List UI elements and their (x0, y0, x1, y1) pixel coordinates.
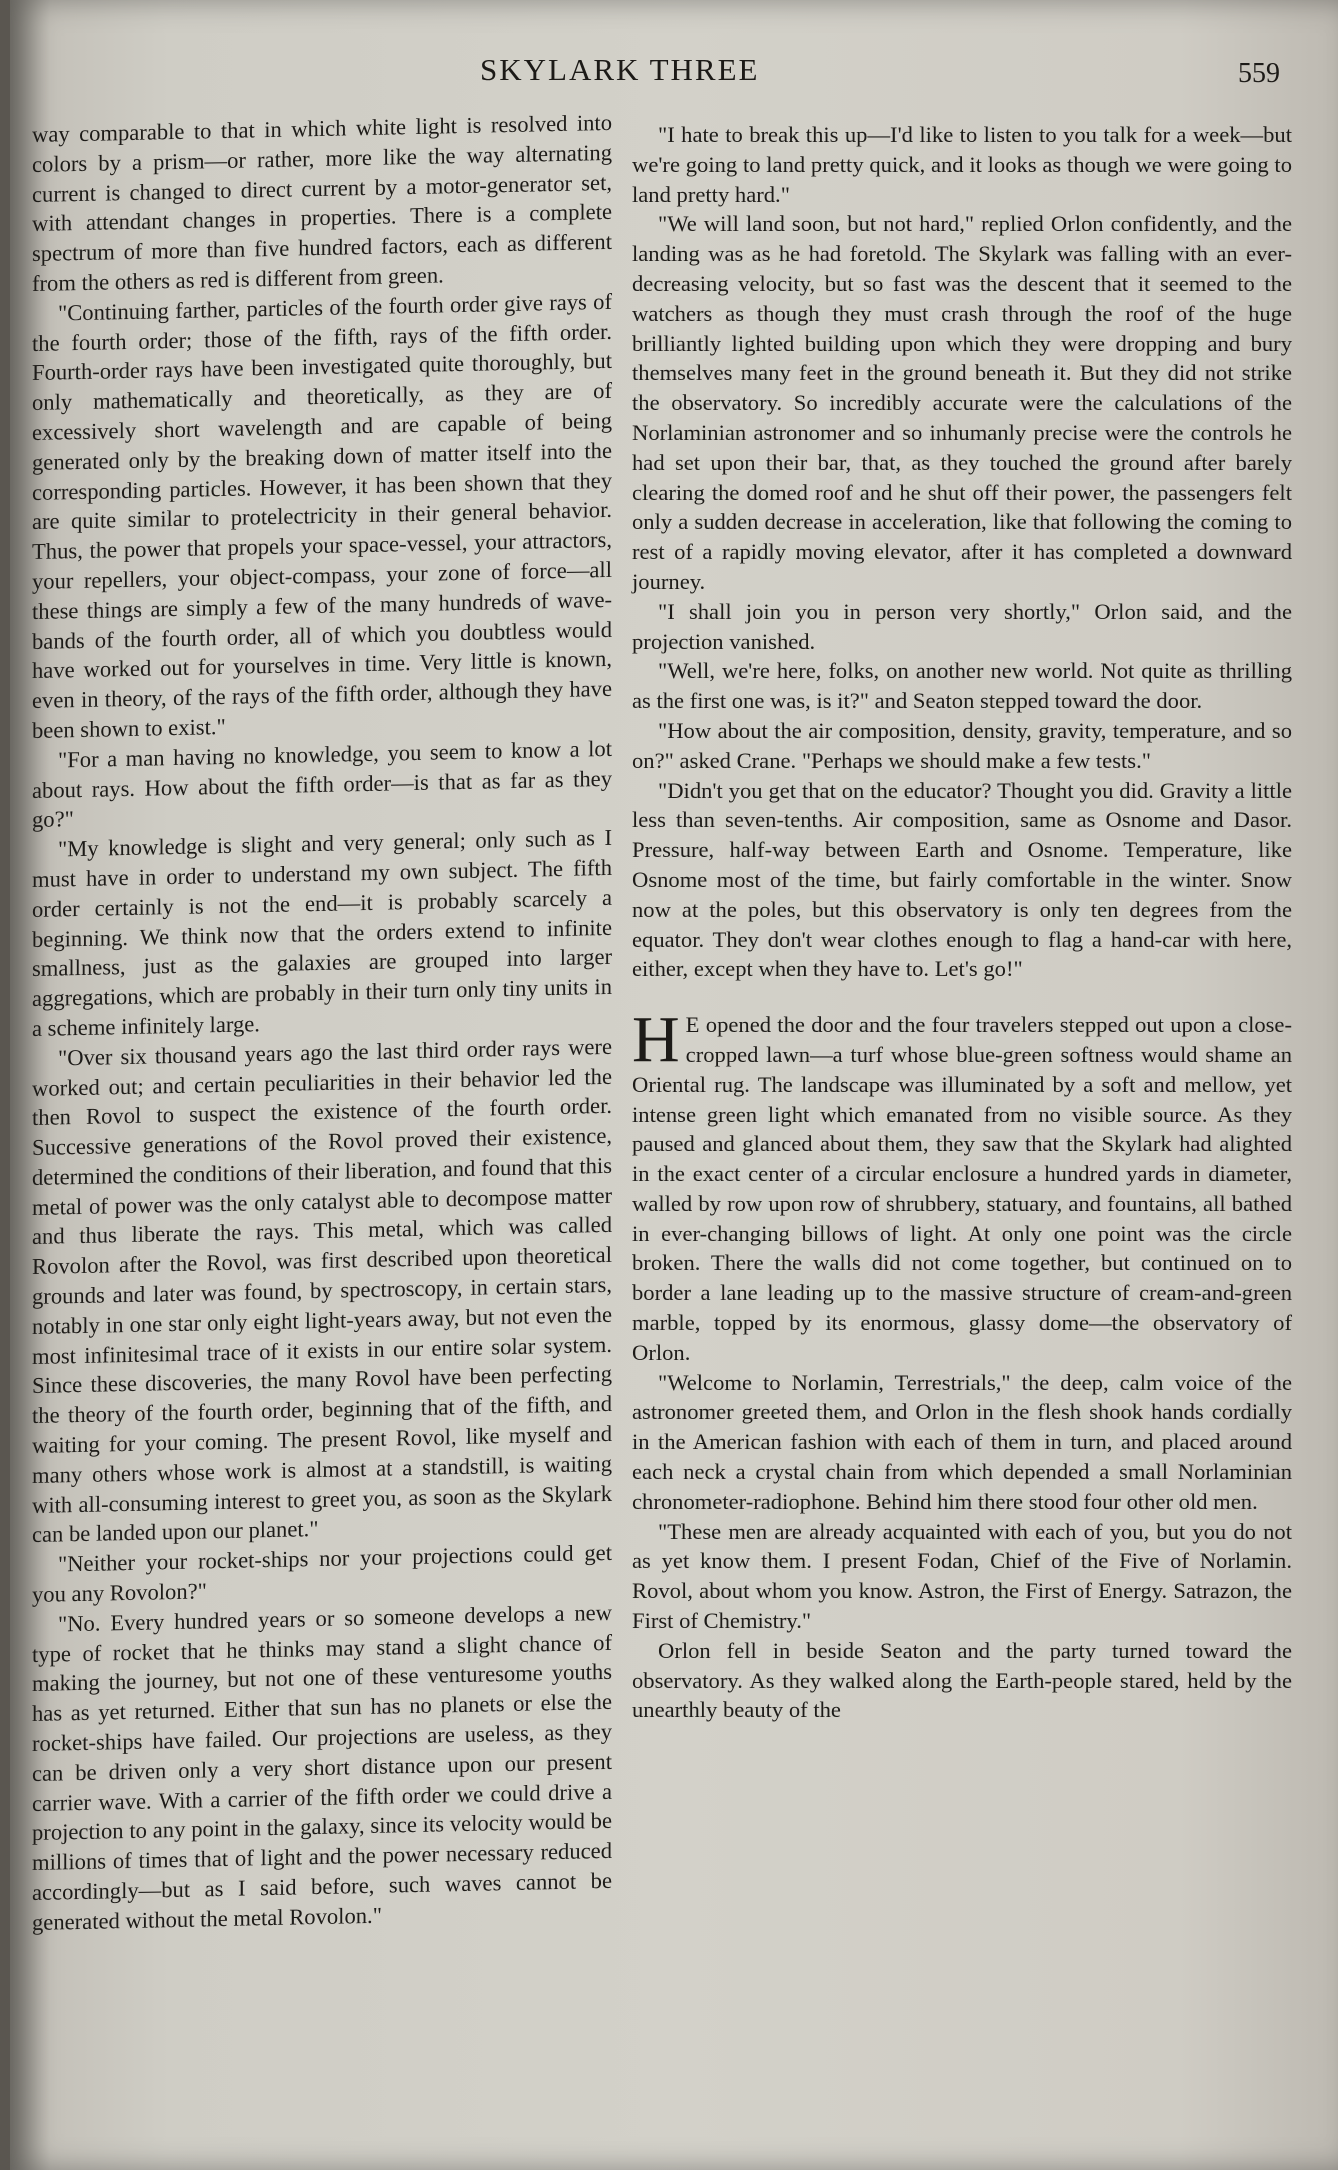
paragraph: Orlon fell in beside Seaton and the party turned toward the observatory. As they walked along the Earth-people stared, held by the unearthly beauty of the (632, 1637, 1292, 1723)
paragraph: "For a man having no knowledge, you seem to know a lot about rays. How about the fifth order—is that as far as they go?" (32, 735, 612, 833)
paragraph: "I hate to break this up—I'd like to listen to you talk for a week—but we're going to land pretty quick, and it looks as though we were going to land pretty hard." (632, 122, 1292, 207)
drop-cap: H (632, 1003, 680, 1077)
paragraph-text: E opened the door and the four travelers stepped out upon a close-cropped lawn—a turf whose blue-green softness would shame an Oriental rug. The landscape was illuminated by a soft and mellow, yet intense green light which emanated from no visible source. As they paused and glanced about them, they saw that the Skylark had alighted in the exact center of a circular enclosure a hundred yards in diameter, walled by row upon row of shrubbery, statuary, and fountains, all bathed in ever-changing billows of light. At only one point was the circle broken. There the walls did not come together, but continued on to border a lane leading up to the massive structure of cream-and-green marble, topped by its enormous, glassy dome—the observatory of Orlon. (632, 1012, 1292, 1365)
paragraph: "No. Every hundred years or so someone develops a new type of rocket that he thinks may stand a slight chance of making the journey, but not one of these venturesome youths has as yet returned. Either that sun has no planets or else the rocket-ships have failed. Our projections are useless, as they can be driven only a very short distance upon our present carrier wave. With a carrier of the fifth order we could drive a projection to any point in the galaxy, since its velocity would be millions of times that of light and the power necessary reduced accordingly—but as I said before, such waves cannot be generated without the metal Rovolon." (32, 1599, 612, 1935)
paragraph: "Neither your rocket-ships nor your projections could get you any Rovolon?" (32, 1540, 612, 1608)
paragraph: "These men are already acquainted with each of you, but you do not as yet know them. I present Fodan, Chief of the Five of Norlamin. Rovol, about whom you know. Astron, the First of Energy. Satrazon, the First of Chemistry." (632, 1518, 1292, 1634)
paragraph: "Didn't you get that on the educator? Thought you did. Gravity a little less than seven-tenths. Air composition, same as Osnome and Dasor. Pressure, half-way between Earth and Osnome. Temperature, like Osnome most of the time, but fairly comfortable in the winter. Snow now at the poles, but this observatory is only ten degrees from the equator. They don't wear clothes enough to flag a hand-car with here, either, except when they have to. Let's go!" (632, 777, 1292, 982)
left-column (32, 108, 612, 1938)
book-page (10, 0, 1338, 2170)
page-number: 559 (1238, 58, 1280, 89)
paragraph: "My knowledge is slight and very general; only such as I must have in order to understand my own subject. The fifth order certainly is not the end—it is probably scarcely a beginning. We think now that the orders extend to infinite smallness, just as the galaxies are grouped into larger aggregations, which are probably in their turn only tiny units in a scheme infinitely large. (32, 824, 612, 1041)
right-column (632, 120, 1292, 1725)
paragraph: way comparable to that in which white light is resolved into colors by a prism—or rather, more like the way alternating current is changed to direct current by a motor-generator set, with attendant changes in properties. There is a complete spectrum of more than five hundred factors, each as different from the others as red is different from green. (32, 109, 612, 296)
running-title: SKYLARK THREE (480, 52, 760, 87)
section-opening-paragraph (632, 1003, 1292, 1368)
paragraph: "Welcome to Norlamin, Terrestrials," the deep, calm voice of the astronomer greeted them, and Orlon in the flesh shook hands cordially in the American fashion with each of them in turn, and placed around each neck a crystal chain from which depended a small Norlaminian chronometer-radiophone. Behind him there stood four other old men. (632, 1369, 1292, 1514)
paragraph: "Over six thousand years ago the last third order rays were worked out; and certain peculiarities in their behavior led the then Rovol to suspect the existence of the fourth order. Successive generations of the Rovol proved their existence, determined the conditions of their liberation, and found that this metal of power was the only catalyst able to decompose matter and thus liberate the rays. This metal, which was called Rovolon after the Rovol, was first described upon theoretical grounds and later was found, by spectroscopy, in certain stars, notably in one star only eight light-years away, but not even the most infinitesimal trace of it exists in our entire solar system. Since these discoveries, the many Rovol have been perfecting the theory of the fourth order, beginning that of the fifth, and waiting for your coming. The present Rovol, like myself and many others whose work is almost at a standstill, is waiting with all-consuming interest to greet you, as soon as the Skylark can be landed upon our planet." (32, 1033, 612, 1548)
paragraph: "How about the air composition, density, gravity, temperature, and so on?" asked Crane. "Perhaps we should make a few tests." (632, 717, 1292, 773)
paragraph: "Continuing farther, particles of the fourth order give rays of the fourth order; those of the fifth, rays of the fifth order. Fourth-order rays have been investigated quite thoroughly, but only mathematically and theoretically, as they are of excessively short wavelength and are capable of being generated only by the breaking down of matter itself into the corresponding particles. However, it has been shown that they are quite similar to protelectricity in their general behavior. Thus, the power that propels your space-vessel, your attractors, your repellers, your object-compass, your zone of force—all these things are simply a few of the many hundreds of wave-bands of the fourth order, all of which you doubtless would have worked out for yourselves in time. Very little is known, even in theory, of the rays of the fifth order, although they have been shown to exist." (32, 288, 612, 743)
paragraph: "I shall join you in person very shortly," Orlon said, and the projection vanished. (632, 598, 1292, 654)
paragraph: "Well, we're here, folks, on another new world. Not quite as thrilling as the first one was, is it?" and Seaton stepped toward the door. (632, 658, 1292, 714)
paragraph: "We will land soon, but not hard," replied Orlon confidently, and the landing was as he had foretold. The Skylark was falling with an ever-decreasing velocity, but so fast was the descent that it seemed to the watchers as though they must crash through the roof of the huge brilliantly lighted building upon which they were dropping and bury themselves many feet in the ground beneath it. But they did not strike the observatory. So incredibly accurate were the calculations of the Norlaminian astronomer and so inhumanly precise were the controls he had set upon their bar, that, as they touched the ground after barely clearing the domed roof and he shut off their power, the passengers felt only a sudden decrease in acceleration, like that following the coming to rest of a rapidly moving elevator, after it has completed a downward journey. (632, 211, 1292, 594)
